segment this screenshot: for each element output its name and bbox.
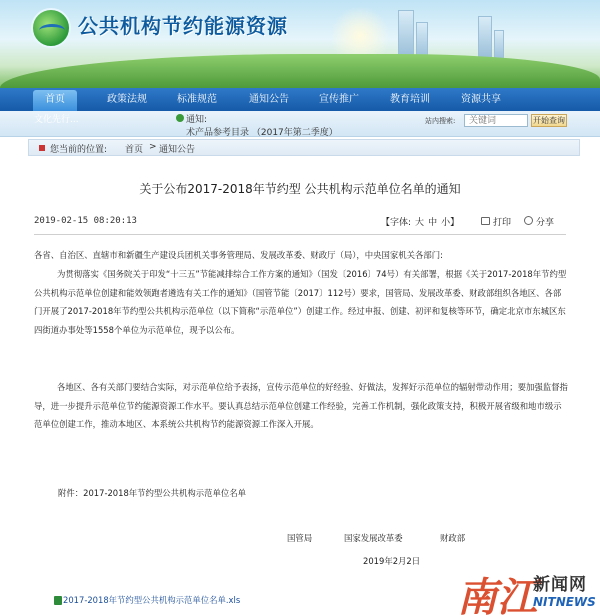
main-nav xyxy=(0,88,600,111)
notice-ticker[interactable]: 术产品参考目录 （2017年第二季度） xyxy=(186,128,338,138)
breadcrumb-prefix: 您当前的位置: xyxy=(50,145,108,155)
divider xyxy=(34,234,566,235)
watermark-logo: 南江 xyxy=(457,574,537,615)
print-icon[interactable] xyxy=(481,217,490,225)
nav-item-notices[interactable]: 通知公告 xyxy=(249,94,289,105)
share-icon[interactable] xyxy=(524,216,533,225)
search-input[interactable] xyxy=(464,114,528,127)
signer: 财政部 xyxy=(440,533,466,543)
article-date: 2019-02-15 08:20:13 xyxy=(34,216,137,226)
print-button[interactable]: 打印 xyxy=(493,218,512,228)
nav-item-training[interactable]: 教育培训 xyxy=(390,94,430,105)
breadcrumb-separator: > xyxy=(149,142,157,152)
font-size-medium[interactable]: 中 xyxy=(428,218,438,228)
breadcrumb-current[interactable]: 通知公告 xyxy=(159,145,196,155)
search-label: 站内搜索: xyxy=(425,117,456,125)
nav-item-resources[interactable]: 资源共享 xyxy=(461,94,501,105)
article-paragraph-2: 各地区、各有关部门要结合实际，对示范单位给予表扬，宣传示范单位的好经验、好做法，发挥好示范单位的辐射带动作用；要加强监督指导，进一步提升示范单位节约能源资源工作水平。要认真总结示范单位创建工作经验，完善工作机制，强化政策支持，积极开展省级和地市级示范单位创建工作，推动本地区、本系统公共机构节约能源资源工作深入开展。 xyxy=(34,382,568,429)
excel-file-icon xyxy=(54,596,62,605)
breadcrumb-home[interactable]: 首页 xyxy=(125,145,144,155)
share-button[interactable]: 分享 xyxy=(536,218,555,228)
notice-icon xyxy=(176,114,184,122)
article-paragraph-addressee: 各省、自治区、直辖市和新疆生产建设兵团机关事务管理局、发展改革委、财政厅（局），中央国家机关各部门: xyxy=(34,250,443,260)
attachment-note: 附件：2017-2018年节约型公共机构示范单位名单 xyxy=(58,488,247,498)
sub-bar xyxy=(0,111,600,137)
sign-date: 2019年2月2日 xyxy=(363,556,421,566)
site-title[interactable]: 公共机构节约能源资源 xyxy=(78,14,288,38)
breadcrumb xyxy=(28,139,580,156)
article-title: 关于公布2017-2018年节约型 公共机构示范单位名单的通知 xyxy=(139,182,461,196)
watermark-english: NITNEWS xyxy=(533,595,596,609)
article-paragraph-1: 为贯彻落实《国务院关于印发“十三五”节能减排综合工作方案的通知》（国发〔2016〕74号）有关部署，根据《关于2017-2018年节约型公共机构示范单位创建和能效领跑者遴选有关工作的通知》（国管节能〔2017〕112号）要求，国管局、发展改革委、财政部组织各地区、各部门开展了2017-2018年节约型公共机构示范单位（以下简称“示范单位”）创建工作。经过申报、创建、初评和复核等环节，确定北京市东城区东四街道办事处等1558个单位为示范单位，现予以公布。 xyxy=(34,269,567,335)
font-size-large[interactable]: 大 xyxy=(415,218,425,228)
site-banner xyxy=(0,0,600,88)
font-size-controls xyxy=(381,215,459,228)
attachment-file-link[interactable]: 2017-2018年节约型公共机构示范单位名单.xls xyxy=(63,595,241,605)
site-logo-icon[interactable] xyxy=(31,8,71,48)
nav-item-promotion[interactable]: 宣传推广 xyxy=(319,94,359,105)
watermark-text: 新闻网 xyxy=(533,575,587,595)
nav-item-policy[interactable]: 政策法规 xyxy=(107,94,147,105)
search-button[interactable]: 开始查询 xyxy=(533,116,565,125)
signer: 国家发展改革委 xyxy=(344,533,403,543)
font-size-small[interactable]: 小 xyxy=(441,218,451,228)
font-size-label: 【字体: xyxy=(381,218,412,228)
location-icon xyxy=(39,145,45,151)
sub-bar-left-text: 文化先行... xyxy=(34,115,79,125)
notice-label: 通知: xyxy=(186,115,208,125)
font-size-close: 】 xyxy=(450,218,460,228)
nav-item-standards[interactable]: 标准规范 xyxy=(177,94,217,105)
nav-item-home[interactable]: 首页 xyxy=(33,90,77,111)
banner-hills xyxy=(0,54,600,88)
signer: 国管局 xyxy=(287,533,313,543)
